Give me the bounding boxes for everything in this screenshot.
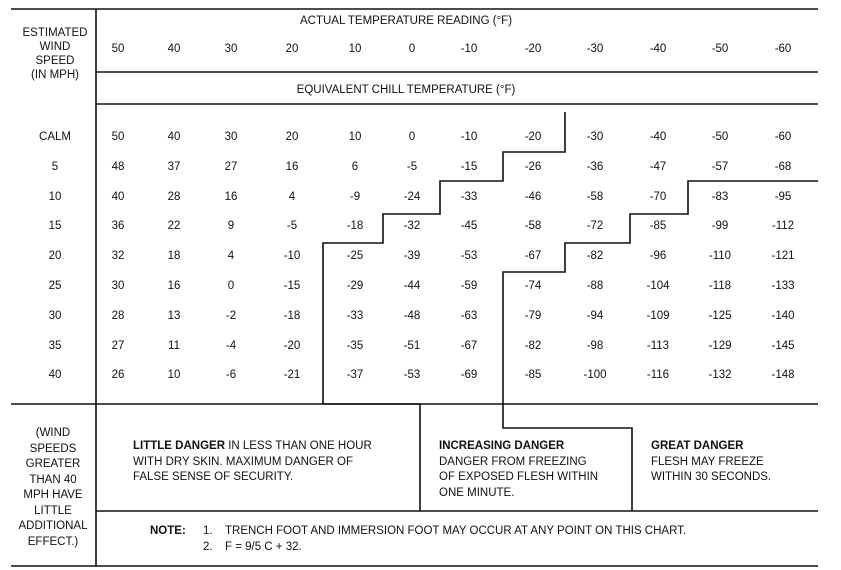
chill-value-cell: 16 xyxy=(285,161,299,173)
temp-header-cell: 0 xyxy=(408,43,416,55)
temp-header-cell: -60 xyxy=(774,43,792,55)
chill-value-cell: -99 xyxy=(711,220,729,232)
chill-value-cell: 26 xyxy=(111,369,125,381)
chill-value-cell: -82 xyxy=(586,250,604,262)
chill-value-cell: -60 xyxy=(774,131,792,143)
chill-value-cell: -132 xyxy=(708,369,732,381)
great-danger-zone xyxy=(651,439,771,486)
wind-speed-cell: 25 xyxy=(48,280,62,292)
chill-value-cell: -100 xyxy=(583,369,607,381)
chill-value-cell: 18 xyxy=(167,250,181,262)
chill-value-cell: -148 xyxy=(771,369,795,381)
chill-value-cell: -74 xyxy=(524,280,542,292)
chill-value-cell: -6 xyxy=(225,369,237,381)
chill-value-cell: -48 xyxy=(403,310,421,322)
chill-value-cell: -104 xyxy=(646,280,670,292)
wind-note-line: MPH HAVE xyxy=(23,489,83,501)
wind-speed-cell: 5 xyxy=(51,161,59,173)
chill-value-cell: -63 xyxy=(460,310,478,322)
chill-value-cell: -18 xyxy=(283,310,301,322)
wind-speed-label-line-4: (IN MPH) xyxy=(31,69,79,81)
chill-value-cell: -46 xyxy=(524,191,542,203)
wind-speed-label-line-2: WIND xyxy=(39,41,71,53)
chill-value-cell: 13 xyxy=(167,310,181,322)
chill-value-cell: -50 xyxy=(711,131,729,143)
note-label: NOTE: xyxy=(150,525,186,537)
chill-value-cell: 4 xyxy=(227,250,235,262)
increasing-danger-line-3: ONE MINUTE. xyxy=(439,486,515,499)
wind-note-line: THAN 40 xyxy=(29,473,77,486)
chill-value-cell: -39 xyxy=(403,250,421,262)
chill-value-cell: -121 xyxy=(771,250,795,262)
chill-value-cell: -113 xyxy=(646,340,670,352)
chill-value-cell: -18 xyxy=(346,220,364,232)
temp-header-cell: 50 xyxy=(111,43,125,55)
chill-value-cell: -35 xyxy=(346,340,364,352)
chill-value-cell: -21 xyxy=(283,369,301,381)
temp-header-cell: -40 xyxy=(649,43,667,55)
wind-note-line: LITTLE xyxy=(34,504,72,517)
great-danger-line-1: FLESH MAY FREEZE xyxy=(651,455,764,468)
chill-value-cell: -25 xyxy=(346,250,364,262)
chill-value-cell: -33 xyxy=(346,310,364,322)
chill-value-cell: -15 xyxy=(283,280,301,292)
chill-value-cell: -94 xyxy=(586,310,604,322)
wind-speed-label-line-3: SPEED xyxy=(35,55,75,67)
chill-value-cell: 6 xyxy=(351,161,359,173)
chill-value-cell: 9 xyxy=(227,220,235,232)
temp-header-cell: 40 xyxy=(167,43,181,55)
chill-value-cell: -10 xyxy=(283,250,301,262)
chill-value-cell: -53 xyxy=(460,250,478,262)
chill-value-cell: -26 xyxy=(524,161,542,173)
chill-value-cell: -88 xyxy=(586,280,604,292)
chill-value-cell: -59 xyxy=(460,280,478,292)
chill-value-cell: -85 xyxy=(649,220,667,232)
wind-note-line: (WIND xyxy=(35,427,71,439)
great-danger-line-2: WITHIN 30 SECONDS. xyxy=(651,471,772,483)
chill-value-cell: -72 xyxy=(586,220,604,232)
chill-value-cell: -85 xyxy=(524,369,542,381)
great-danger-title: GREAT DANGER xyxy=(651,440,744,452)
wind-speed-cell: 35 xyxy=(48,340,62,352)
chill-value-cell: -51 xyxy=(403,340,421,352)
chill-value-cell: -37 xyxy=(346,369,364,381)
chill-value-cell: -20 xyxy=(524,131,542,143)
chill-value-cell: -5 xyxy=(406,161,418,173)
increasing-danger-zone xyxy=(439,439,598,501)
wind-speed-cell: CALM xyxy=(39,131,71,143)
chill-value-cell: 10 xyxy=(348,131,362,143)
chill-value-cell: -96 xyxy=(649,250,667,262)
chill-value-cell: -29 xyxy=(346,280,364,292)
wind-speed-cell: 10 xyxy=(48,191,62,203)
chill-value-cell: 22 xyxy=(167,220,181,232)
wind-note-line: ADDITIONAL xyxy=(18,520,88,532)
chill-value-cell: 20 xyxy=(285,131,299,143)
chill-value-cell: 28 xyxy=(167,191,181,203)
chill-value-cell: -45 xyxy=(460,220,478,232)
chill-value-cell: -40 xyxy=(649,131,667,143)
chill-value-cell: -110 xyxy=(708,250,732,262)
temp-header-cell: -10 xyxy=(460,43,478,55)
chill-value-cell: 27 xyxy=(111,340,125,352)
chill-value-cell: -112 xyxy=(771,220,795,232)
chill-value-cell: -20 xyxy=(283,340,301,352)
chill-value-cell: -98 xyxy=(586,340,604,352)
chill-value-cell: -109 xyxy=(646,310,670,322)
chill-value-cell: -145 xyxy=(771,340,795,352)
chill-value-cell: 4 xyxy=(288,191,296,203)
wind-speed-cell: 40 xyxy=(48,369,62,381)
chill-value-cell: -68 xyxy=(774,161,792,173)
chill-value-cell: 40 xyxy=(111,191,125,203)
chill-value-cell: 10 xyxy=(167,369,181,381)
temp-header-cell: -50 xyxy=(711,43,729,55)
chill-value-cell: -69 xyxy=(460,369,478,381)
chill-value-cell: -67 xyxy=(460,340,478,352)
temp-header-cell: -30 xyxy=(586,43,604,55)
wind-speed-label-line-1: ESTIMATED xyxy=(22,27,88,39)
chill-value-cell: 30 xyxy=(224,131,238,143)
note-item-1-text: TRENCH FOOT AND IMMERSION FOOT MAY OCCUR AT ANY POINT ON THIS CHART. xyxy=(225,525,687,537)
chill-value-cell: -9 xyxy=(349,191,361,203)
chill-value-cell: -70 xyxy=(649,191,667,203)
chill-value-cell: -82 xyxy=(524,340,542,352)
chill-value-cell: 11 xyxy=(168,340,180,352)
chill-value-cell: -58 xyxy=(524,220,542,232)
chill-value-cell: -44 xyxy=(403,280,421,292)
chill-value-cell: -33 xyxy=(460,191,478,203)
little-danger-zone xyxy=(133,439,372,486)
chill-value-cell: -5 xyxy=(286,220,298,232)
chill-value-cell: -58 xyxy=(586,191,604,203)
temp-header-cell: -20 xyxy=(524,43,542,55)
chill-value-cell: -125 xyxy=(708,310,732,322)
note-item-1-number: 1. xyxy=(203,525,213,537)
chill-value-cell: -47 xyxy=(649,161,667,173)
chill-value-cell: -24 xyxy=(403,191,421,203)
chill-value-cell: -67 xyxy=(524,250,542,262)
chill-value-cell: 50 xyxy=(111,131,125,143)
little-danger-line-2: WITH DRY SKIN. MAXIMUM DANGER OF xyxy=(133,455,354,468)
chill-value-cell: -118 xyxy=(708,280,732,292)
chill-value-cell: 37 xyxy=(167,161,181,173)
wind-speed-cell: 30 xyxy=(48,310,62,322)
note-item-2-text: F = 9/5 C + 32. xyxy=(225,541,302,553)
actual-temp-title: ACTUAL TEMPERATURE READING (°F) xyxy=(299,15,513,27)
chill-value-cell: -15 xyxy=(460,161,478,173)
chill-value-cell: 16 xyxy=(224,191,238,203)
chill-value-cell: -140 xyxy=(771,310,795,322)
chill-value-cell: -79 xyxy=(524,310,542,322)
wind-speed-cell: 20 xyxy=(48,250,62,262)
little-danger-line-1: LITTLE DANGER IN LESS THAN ONE HOUR xyxy=(133,440,372,452)
chill-value-cell: 36 xyxy=(111,220,125,232)
chill-value-cell: -53 xyxy=(403,369,421,381)
chill-value-cell: -36 xyxy=(586,161,604,173)
chill-value-cell: 0 xyxy=(227,280,235,292)
wind-note-line: SPEEDS xyxy=(29,442,77,455)
chill-value-cell: -57 xyxy=(711,161,729,173)
increasing-danger-line-2: OF EXPOSED FLESH WITHIN xyxy=(439,471,599,483)
chill-value-cell: -95 xyxy=(774,191,792,203)
chill-value-cell: 48 xyxy=(111,161,125,173)
chill-value-cell: -4 xyxy=(225,340,237,352)
chill-value-cell: 32 xyxy=(111,250,125,262)
chill-value-cell: -83 xyxy=(711,191,729,203)
increasing-danger-line-1: DANGER FROM FREEZING xyxy=(439,455,587,468)
chill-value-cell: 16 xyxy=(167,280,181,292)
temp-header-cell: 10 xyxy=(348,43,362,55)
wind-note-line: GREATER xyxy=(25,458,81,470)
little-danger-line-3: FALSE SENSE OF SECURITY. xyxy=(133,471,294,483)
equiv-temp-title: EQUIVALENT CHILL TEMPERATURE (°F) xyxy=(296,84,516,96)
chill-value-cell: -32 xyxy=(403,220,421,232)
chill-value-cell: -30 xyxy=(586,131,604,143)
chill-value-cell: 28 xyxy=(111,310,125,322)
wind-speed-cell: 15 xyxy=(48,220,62,232)
chill-value-cell: 30 xyxy=(111,280,125,292)
temp-header-cell: 30 xyxy=(224,43,238,55)
chill-value-cell: -133 xyxy=(771,280,795,292)
chill-value-cell: -129 xyxy=(708,340,732,352)
increasing-danger-title: INCREASING DANGER xyxy=(439,440,565,452)
temp-header-cell: 20 xyxy=(285,43,299,55)
chill-value-cell: -2 xyxy=(225,310,237,322)
chill-value-cell: 40 xyxy=(167,131,181,143)
wind-note-line: EFFECT.) xyxy=(27,535,79,548)
note-item-2-number: 2. xyxy=(203,541,213,553)
chill-value-cell: 0 xyxy=(408,131,416,143)
chill-value-cell: -116 xyxy=(646,369,670,381)
chill-value-cell: 27 xyxy=(224,161,238,173)
chill-value-cell: -10 xyxy=(460,131,478,143)
